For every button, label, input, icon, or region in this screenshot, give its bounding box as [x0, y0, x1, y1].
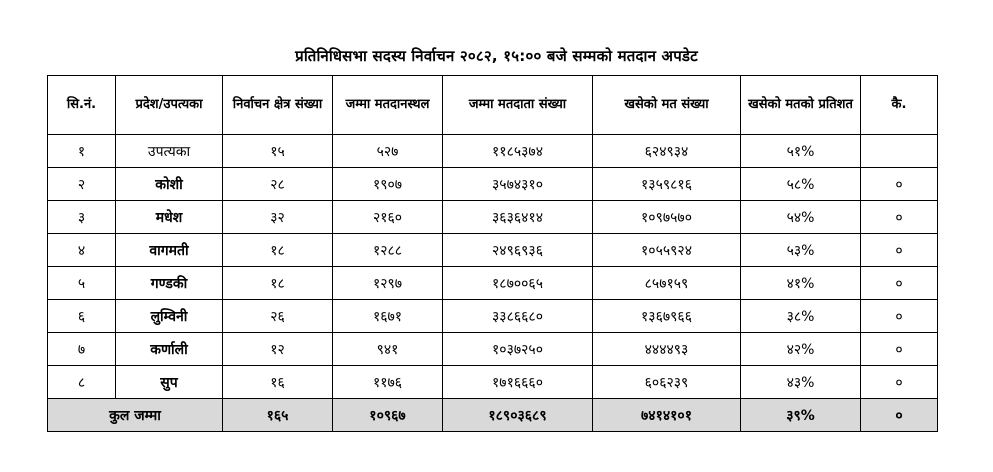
total-constituency: १६५	[223, 399, 333, 432]
cell-province: लुम्विनी	[116, 300, 223, 333]
cell-constituency: २६	[223, 300, 333, 333]
cell-constituency: १८	[223, 234, 333, 267]
header-province: प्रदेश/उपत्यका	[116, 76, 223, 135]
cell-sn: ७	[48, 333, 116, 366]
header-turnout: खसेको मतको प्रतिशत	[741, 76, 861, 135]
cell-polling-stations: १९०७	[333, 168, 443, 201]
cell-turnout: ४३%	[741, 366, 861, 399]
table-row	[48, 267, 938, 300]
cell-province: कोशी	[116, 168, 223, 201]
cell-total-voters: १०३७२५०	[443, 333, 593, 366]
cell-votes-cast: १३६७९६६	[593, 300, 741, 333]
cell-polling-stations: ५२७	[333, 135, 443, 168]
cell-constituency: १८	[223, 267, 333, 300]
table-row	[48, 135, 938, 168]
table-row	[48, 201, 938, 234]
cell-total-voters: ३३८६६८०	[443, 300, 593, 333]
cell-turnout: ५४%	[741, 201, 861, 234]
cell-total-voters: २४९६९३६	[443, 234, 593, 267]
cell-sn: ६	[48, 300, 116, 333]
header-sn: सि.नं.	[48, 76, 116, 135]
cell-votes-cast: ८५७१५९	[593, 267, 741, 300]
table-row	[48, 333, 938, 366]
cell-constituency: ३२	[223, 201, 333, 234]
cell-polling-stations: २१६०	[333, 201, 443, 234]
cell-constituency: १६	[223, 366, 333, 399]
cell-votes-cast: ४४४४९३	[593, 333, 741, 366]
table-row	[48, 234, 938, 267]
cell-remarks: ०	[861, 366, 938, 399]
cell-province: मधेश	[116, 201, 223, 234]
cell-polling-stations: १२९७	[333, 267, 443, 300]
cell-polling-stations: १६७१	[333, 300, 443, 333]
cell-turnout: ५१%	[741, 135, 861, 168]
cell-remarks: ०	[861, 333, 938, 366]
cell-province: कर्णाली	[116, 333, 223, 366]
page-title: प्रतिनिधिसभा सदस्य निर्वाचन २०८२, १५:०० बजे सम्मको मतदान अपडेट	[295, 47, 698, 65]
total-row	[48, 399, 938, 432]
cell-turnout: ५३%	[741, 234, 861, 267]
cell-constituency: १५	[223, 135, 333, 168]
cell-total-voters: ३६३६४१४	[443, 201, 593, 234]
turnout-table	[47, 75, 938, 432]
cell-votes-cast: १०९७५७०	[593, 201, 741, 234]
cell-polling-stations: १२८८	[333, 234, 443, 267]
header-votes-cast: खसेको मत संख्या	[593, 76, 741, 135]
cell-province: गण्डकी	[116, 267, 223, 300]
total-turnout: ३९%	[741, 399, 861, 432]
cell-constituency: २८	[223, 168, 333, 201]
cell-province: उपत्यका	[116, 135, 223, 168]
cell-turnout: ३८%	[741, 300, 861, 333]
header-constituency: निर्वाचन क्षेत्र संख्या	[223, 76, 333, 135]
cell-votes-cast: १०५५९२४	[593, 234, 741, 267]
cell-sn: ८	[48, 366, 116, 399]
table-row	[48, 366, 938, 399]
cell-votes-cast: ६२४९३४	[593, 135, 741, 168]
header-remarks: कै.	[861, 76, 938, 135]
cell-sn: ४	[48, 234, 116, 267]
cell-remarks	[861, 135, 938, 168]
cell-votes-cast: १३५९८१६	[593, 168, 741, 201]
cell-constituency: १२	[223, 333, 333, 366]
total-label: कुल जम्मा	[48, 399, 223, 432]
cell-sn: २	[48, 168, 116, 201]
total-voters: १८९०३६८९	[443, 399, 593, 432]
cell-remarks: ०	[861, 267, 938, 300]
cell-sn: ५	[48, 267, 116, 300]
cell-remarks: ०	[861, 234, 938, 267]
total-votes-cast: ७४१४१०१	[593, 399, 741, 432]
table-row	[48, 300, 938, 333]
cell-turnout: ४१%	[741, 267, 861, 300]
cell-remarks: ०	[861, 201, 938, 234]
total-remarks: ०	[861, 399, 938, 432]
cell-votes-cast: ६०६२३९	[593, 366, 741, 399]
header-total-voters: जम्मा मतदाता संख्या	[443, 76, 593, 135]
cell-polling-stations: ९४१	[333, 333, 443, 366]
cell-turnout: ५८%	[741, 168, 861, 201]
cell-total-voters: १७१६६६०	[443, 366, 593, 399]
cell-remarks: ०	[861, 300, 938, 333]
cell-total-voters: ११८५३७४	[443, 135, 593, 168]
total-polling-stations: १०९६७	[333, 399, 443, 432]
header-polling-stations: जम्मा मतदानस्थल	[333, 76, 443, 135]
cell-province: सुप	[116, 366, 223, 399]
cell-sn: १	[48, 135, 116, 168]
table-row	[48, 168, 938, 201]
cell-total-voters: ३५७४३१०	[443, 168, 593, 201]
cell-remarks: ०	[861, 168, 938, 201]
cell-turnout: ४२%	[741, 333, 861, 366]
cell-total-voters: १८७००६५	[443, 267, 593, 300]
cell-sn: ३	[48, 201, 116, 234]
cell-province: वागमती	[116, 234, 223, 267]
cell-polling-stations: ११७६	[333, 366, 443, 399]
table-header-row	[48, 76, 938, 135]
